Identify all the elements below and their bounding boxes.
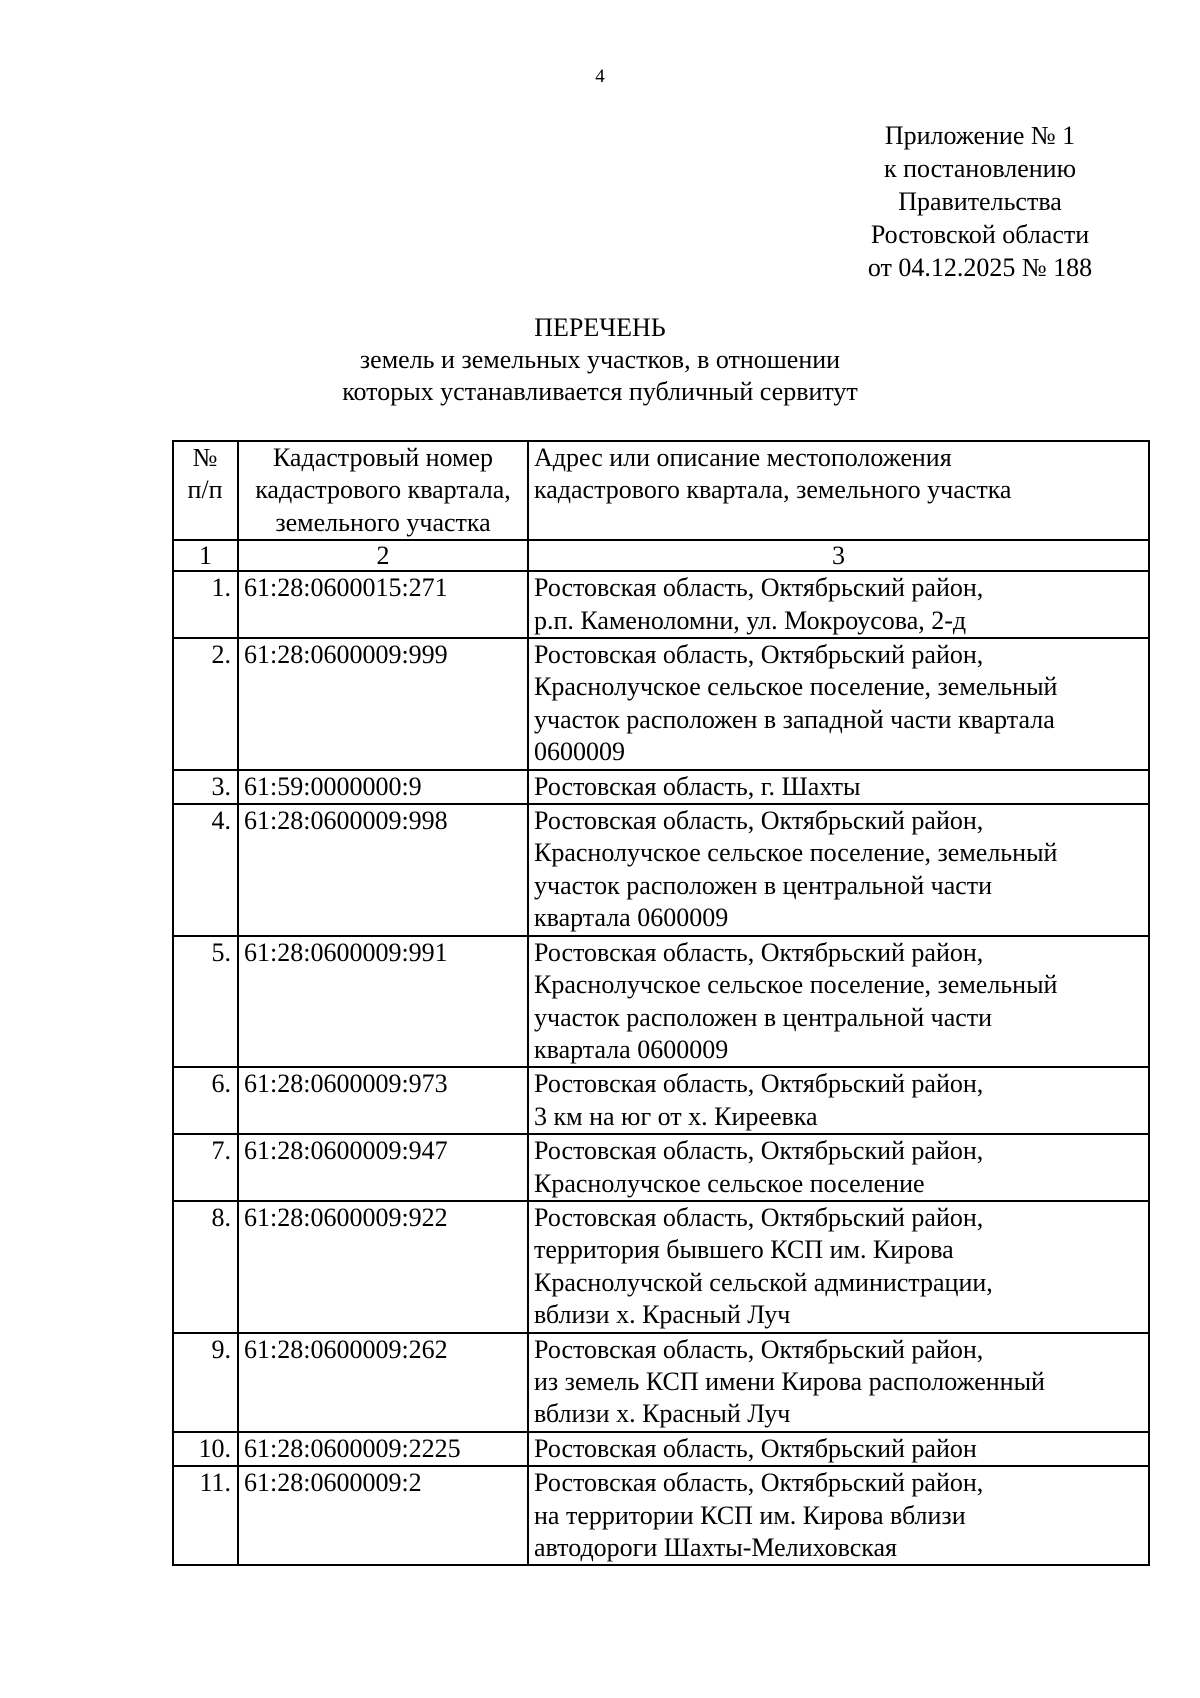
column-number-row xyxy=(173,540,1149,571)
table-header-row xyxy=(173,441,1149,540)
row-address: Ростовская область, Октябрьский район, р.п. Каменоломни, ул. Мокроусова, 2-д xyxy=(528,571,1149,638)
row-index: 11. xyxy=(173,1466,238,1565)
row-address: Ростовская область, г. Шахты xyxy=(528,770,1149,804)
row-index: 9. xyxy=(173,1333,238,1432)
row-address: Ростовская область, Октябрьский район, на территории КСП им. Кирова вблизи автодороги Шахты-Мелиховская xyxy=(528,1466,1149,1565)
row-cadastral-number: 61:28:0600015:271 xyxy=(238,571,528,638)
appendix-block xyxy=(820,119,1140,284)
row-index: 10. xyxy=(173,1432,238,1466)
row-index: 2. xyxy=(173,638,238,770)
table-body xyxy=(173,571,1149,1565)
row-index: 6. xyxy=(173,1067,238,1134)
row-cadastral-number: 61:28:0600009:999 xyxy=(238,638,528,770)
row-address: Ростовская область, Октябрьский район, Краснолучское сельское поселение, земельный участок расположен в центральной части квартала 0600009 xyxy=(528,804,1149,936)
row-index: 3. xyxy=(173,770,238,804)
title-heading: ПЕРЕЧЕНЬ xyxy=(534,313,666,342)
row-address: Ростовская область, Октябрьский район, 3 км на юг от х. Киреевка xyxy=(528,1067,1149,1134)
row-index: 1. xyxy=(173,571,238,638)
header-address: Адрес или описание местоположения кадастрового квартала, земельного участка xyxy=(528,441,1149,540)
table-row xyxy=(173,1333,1149,1432)
row-address: Ростовская область, Октябрьский район, территория бывшего КСП им. Кирова Краснолучской сельской администрации, вблизи х. Красный Луч xyxy=(528,1201,1149,1333)
row-index: 4. xyxy=(173,804,238,936)
row-cadastral-number: 61:28:0600009:991 xyxy=(238,936,528,1068)
row-cadastral-number: 61:28:0600009:973 xyxy=(238,1067,528,1134)
row-cadastral-number: 61:28:0600009:262 xyxy=(238,1333,528,1432)
title-subline: земель и земельных участков, в отношении xyxy=(359,345,841,374)
header-index: № п/п xyxy=(173,441,238,540)
row-cadastral-number: 61:28:0600009:2225 xyxy=(238,1432,528,1466)
appendix-line: к постановлению xyxy=(883,154,1077,183)
column-number: 1 xyxy=(173,540,238,571)
table-row xyxy=(173,770,1149,804)
row-index: 5. xyxy=(173,936,238,1068)
row-cadastral-number: 61:28:0600009:998 xyxy=(238,804,528,936)
table-row xyxy=(173,1432,1149,1466)
table-row xyxy=(173,1201,1149,1333)
land-plots-table xyxy=(172,440,1150,1566)
table-row xyxy=(173,571,1149,638)
table-row xyxy=(173,804,1149,936)
column-number: 3 xyxy=(528,540,1149,571)
column-number: 2 xyxy=(238,540,528,571)
row-cadastral-number: 61:28:0600009:922 xyxy=(238,1201,528,1333)
row-index: 7. xyxy=(173,1134,238,1201)
title-subline: которых устанавливается публичный сервитут xyxy=(342,377,858,406)
table-row xyxy=(173,936,1149,1068)
table-row xyxy=(173,638,1149,770)
row-address: Ростовская область, Октябрьский район, из земель КСП имени Кирова расположенный вблизи х. Красный Луч xyxy=(528,1333,1149,1432)
document-title xyxy=(0,312,1200,408)
appendix-line: Ростовской области xyxy=(870,220,1090,249)
row-address: Ростовская область, Октябрьский район, Краснолучское сельское поселение, земельный участок расположен в центральной части квартала 0600009 xyxy=(528,936,1149,1068)
row-index: 8. xyxy=(173,1201,238,1333)
table-row xyxy=(173,1067,1149,1134)
page-number: 4 xyxy=(595,66,605,87)
row-address: Ростовская область, Октябрьский район, Краснолучское сельское поселение xyxy=(528,1134,1149,1201)
row-cadastral-number: 61:28:0600009:947 xyxy=(238,1134,528,1201)
appendix-date-line: от 04.12.2025 № 188 xyxy=(867,253,1093,282)
appendix-line: Правительства xyxy=(898,187,1062,216)
row-cadastral-number: 61:28:0600009:2 xyxy=(238,1466,528,1565)
row-address: Ростовская область, Октябрьский район xyxy=(528,1432,1149,1466)
row-address: Ростовская область, Октябрьский район, Краснолучское сельское поселение, земельный участок расположен в западной части квартала 0600009 xyxy=(528,638,1149,770)
row-cadastral-number: 61:59:0000000:9 xyxy=(238,770,528,804)
header-cadastral-number: Кадастровый номер кадастрового квартала, земельного участка xyxy=(238,441,528,540)
appendix-line: Приложение № 1 xyxy=(884,121,1076,150)
table-row xyxy=(173,1134,1149,1201)
table-row xyxy=(173,1466,1149,1565)
